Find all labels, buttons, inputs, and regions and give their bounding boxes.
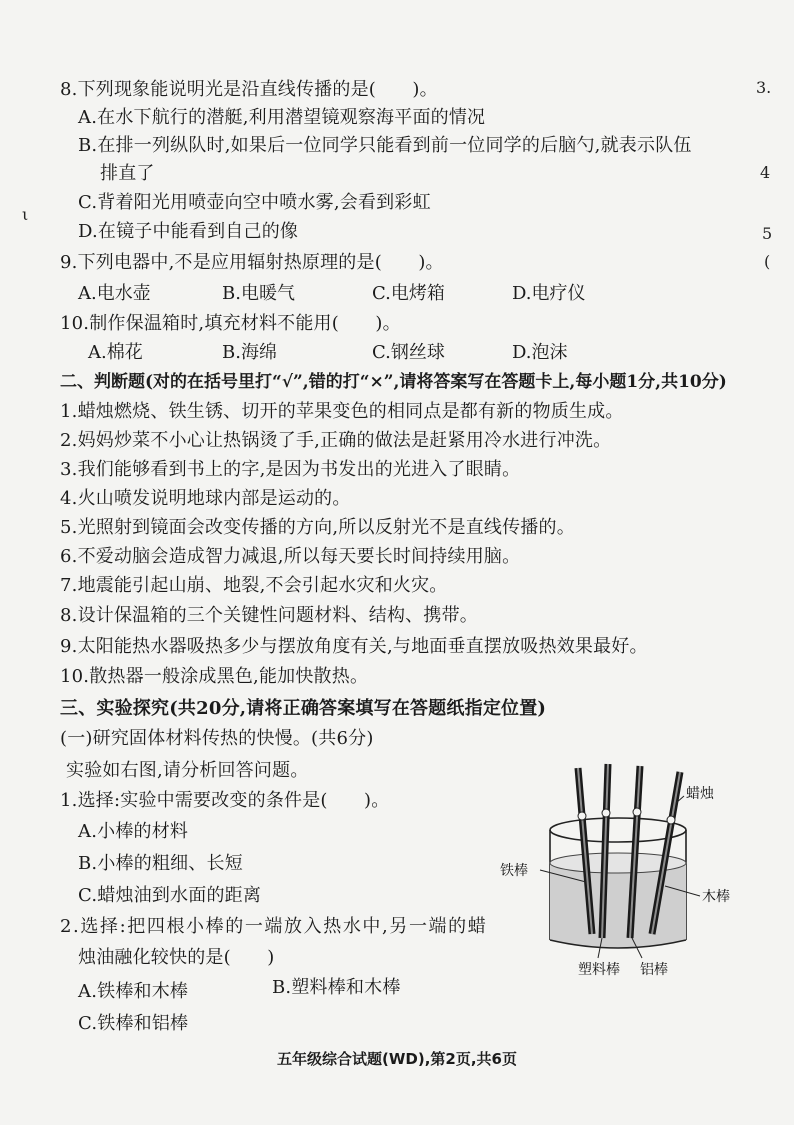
page-footer: 五年级综合试题(WD),第2页,共6页 — [277, 1050, 517, 1068]
label-iron: 铁棒 — [500, 863, 528, 879]
judgement-item: 1.蜡烛燃烧、铁生锈、切开的苹果变色的相同点是都有新的物质生成。 — [60, 401, 624, 422]
edge-mark: 5 — [762, 224, 773, 243]
experiment-q2-option-c: C.铁棒和铝棒 — [78, 1013, 189, 1034]
question-8-option-b-cont: 排直了 — [100, 163, 155, 184]
edge-mark: 3. — [756, 78, 772, 97]
question-10-option-a: A.棉花 — [88, 342, 143, 363]
label-wood: 木棒 — [702, 889, 730, 905]
judgement-item: 6.不爱动脑会造成智力减退,所以每天要长时间持续用脑。 — [60, 546, 521, 567]
judgement-item: 9.太阳能热水器吸热多少与摆放角度有关,与地面垂直摆放吸热效果最好。 — [60, 636, 648, 657]
experiment-q1-option-b: B.小棒的粗细、长短 — [78, 853, 243, 874]
experiment-q2-option-b: B.塑料棒和木棒 — [272, 977, 401, 998]
judgement-item: 5.光照射到镜面会改变传播的方向,所以反射光不是直线传播的。 — [60, 517, 575, 538]
question-9-option-c: C.电烤箱 — [372, 283, 445, 304]
question-9-stem: 9.下列电器中,不是应用辐射热原理的是( )。 — [60, 252, 444, 273]
label-aluminum: 铝棒 — [640, 962, 668, 978]
section-3-subheading: (一)研究固体材料传热的快慢。(共6分) — [60, 728, 374, 749]
edge-mark: ι — [22, 205, 29, 224]
section-2-heading: 二、判断题(对的在括号里打“√”,错的打“×”,请将答案写在答题卡上,每小题1分,共10分) — [60, 372, 727, 392]
question-8-stem: 8.下列现象能说明光是沿直线传播的是( )。 — [60, 79, 438, 100]
experiment-q1-option-a: A.小棒的材料 — [78, 821, 189, 842]
question-9-option-b: B.电暖气 — [222, 283, 295, 304]
experiment-q1-stem: 1.选择:实验中需要改变的条件是( )。 — [60, 790, 390, 811]
question-10-option-c: C.钢丝球 — [372, 342, 445, 363]
experiment-q1-option-c: C.蜡烛油到水面的距离 — [78, 885, 262, 906]
question-9-option-a: A.电水壶 — [78, 283, 151, 304]
judgement-item: 8.设计保温箱的三个关键性问题材料、结构、携带。 — [60, 605, 478, 626]
question-10-stem: 10.制作保温箱时,填充材料不能用( )。 — [60, 313, 401, 334]
question-9-option-d: D.电疗仪 — [512, 283, 586, 304]
experiment-figure — [490, 758, 770, 990]
experiment-q2-stem: 2.选择:把四根小棒的一端放入热水中,另一端的蜡 — [60, 916, 488, 937]
section-3-heading: 三、实验探究(共20分,请将正确答案填写在答题纸指定位置) — [60, 698, 547, 719]
experiment-intro: 实验如右图,请分析回答问题。 — [66, 760, 309, 781]
question-8-option-c: C.背着阳光用喷壶向空中喷水雾,会看到彩虹 — [78, 192, 431, 213]
question-10-option-b: B.海绵 — [222, 342, 277, 363]
question-10-option-d: D.泡沫 — [512, 342, 568, 363]
judgement-item: 3.我们能够看到书上的字,是因为书发出的光进入了眼睛。 — [60, 459, 521, 480]
label-plastic: 塑料棒 — [578, 962, 620, 978]
question-8-option-b: B.在排一列纵队时,如果后一位同学只能看到前一位同学的后脑勺,就表示队伍 — [78, 135, 692, 156]
question-8-option-d: D.在镜子中能看到自己的像 — [78, 221, 299, 242]
judgement-item: 7.地震能引起山崩、地裂,不会引起水灾和火灾。 — [60, 575, 448, 596]
judgement-item: 2.妈妈炒菜不小心让热锅烫了手,正确的做法是赶紧用冷水进行冲洗。 — [60, 430, 612, 451]
judgement-item: 4.火山喷发说明地球内部是运动的。 — [60, 488, 351, 509]
question-8-option-a: A.在水下航行的潜艇,利用潜望镜观察海平面的情况 — [78, 107, 486, 128]
label-candle: 蜡烛 — [686, 786, 714, 802]
edge-mark: 4 — [760, 163, 771, 182]
experiment-q2-option-a: A.铁棒和木棒 — [78, 981, 189, 1002]
edge-mark: ( — [764, 252, 771, 271]
experiment-q2-stem-cont: 烛油融化较快的是( ) — [78, 947, 275, 968]
judgement-item: 10.散热器一般涂成黑色,能加快散热。 — [60, 666, 369, 687]
